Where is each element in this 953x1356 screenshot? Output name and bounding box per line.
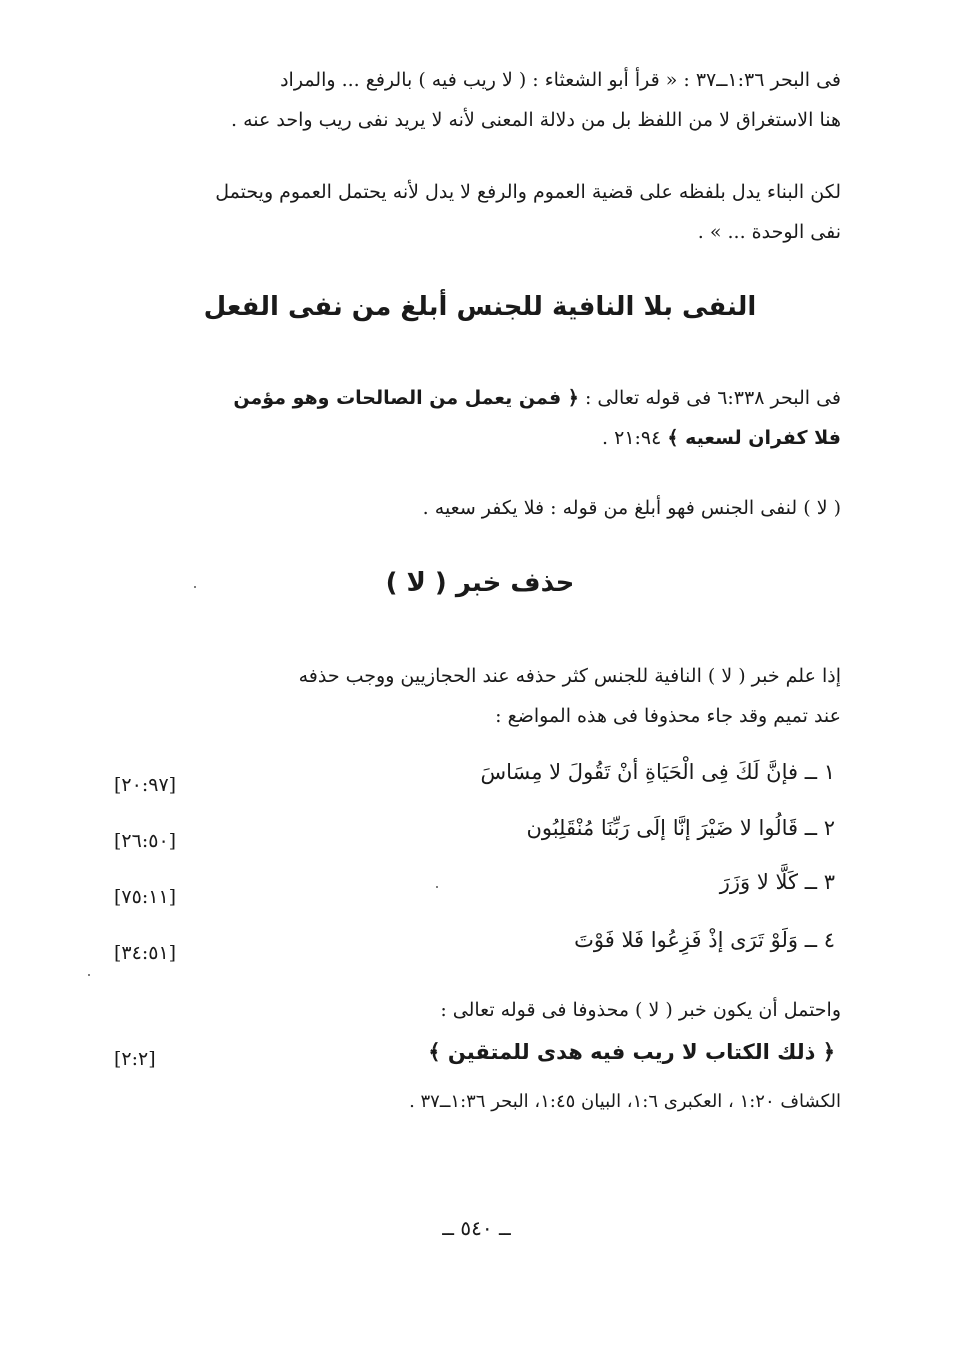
text-line: إذا علم خبر ( لا ) النافية للجنس كثر حذفه عند الحجازيين ووجب حذفه [298, 665, 841, 687]
text-line: فى البحر ١:٣٦ــ٣٧ : « قرأ أبو الشعثاء : ( لا ريب فيه ) بالرفع ... والمراد [280, 69, 841, 91]
page-number: ــ ٥٤٠ ــ [442, 1216, 511, 1240]
text-line [111, 418, 841, 458]
list-reference: [٢٠:٩٧] [114, 774, 177, 796]
list-item [480, 760, 835, 784]
verse-reference: ٢١:٩٤ . [602, 427, 668, 449]
text-line [111, 378, 841, 418]
list-reference: [٢٦:٥٠] [114, 830, 177, 852]
list-number: ٣ ــ [804, 870, 835, 894]
verse-reference: [٢:٢] [114, 1048, 156, 1070]
text-line: لكن البناء يدل بلفظه على قضية العموم والرفع لا يدل لأنه يحتمل العموم ويحتمل [215, 181, 841, 203]
sources-line: الكشاف ١:٢٠ ، العكبرى ١:٦، البيان ١:٤٥، البحر ١:٣٦ــ٣٧ . [409, 1091, 841, 1112]
quran-verse: فلا كفران لسعيه ﴾ [667, 427, 841, 449]
paragraph-bina-argument [111, 172, 841, 252]
intro-text: فى البحر ٦:٣٣٨ فى قوله تعالى : [578, 387, 841, 409]
paragraph-bahr-quote [111, 60, 841, 140]
scan-speck [194, 586, 196, 588]
text-line: هنا الاستغراق لا من اللفظ بل من دلالة المعنى لأنه لا يريد نفى ريب واحد عنه . [231, 109, 841, 131]
list-verse: فإنَّ لَكَ فِى الْحَيَاةِ أنْ تَقُولَ لا مِسَاسَ [480, 760, 799, 784]
paragraph-bahr-verse [111, 378, 841, 458]
text-line: عند تميم وقد جاء محذوفا فى هذه المواضع : [495, 705, 841, 727]
text-line: ( لا ) لنفى الجنس فهو أبلغ من قوله : فلا يكفر سعيه . [422, 497, 841, 519]
list-number: ١ ــ [804, 760, 835, 784]
paragraph-la-nafy-jins [111, 488, 841, 528]
section-heading-hadhf-khabar: حذف خبر ( لا ) [385, 568, 575, 598]
list-item [574, 928, 835, 952]
list-reference: [٧٥:١١] [114, 886, 177, 908]
paragraph-hadhf-intro [111, 656, 841, 736]
paragraph-ihtimal [111, 990, 841, 1030]
list-verse: وَلَوْ تَرَى إذْ فَزِعُوا فَلا فَوْتَ [574, 928, 799, 952]
list-item [720, 870, 835, 894]
list-number: ٤ ــ [804, 928, 835, 952]
section-heading-nafy-jins: النفى بلا النافية للجنس أبلغ من نفى الفعل [203, 292, 757, 322]
scan-speck [436, 886, 438, 888]
list-verse: كَلَّا لا وَزَرَ [719, 870, 799, 894]
quran-verse: ﴿ فمن يعمل من الصالحات وهو مؤمن [233, 387, 579, 409]
text-line: واحتمل أن يكون خبر ( لا ) محذوفا فى قوله تعالى : [440, 999, 841, 1021]
list-reference: [٣٤:٥١] [114, 942, 177, 964]
list-item [526, 816, 835, 840]
list-verse: قَالُوا لا ضَيْرَ إنَّا إلَى رَبِّنَا مُنْقَلِبُون [526, 816, 799, 840]
scan-speck [88, 974, 90, 976]
list-number: ٢ ــ [804, 816, 835, 840]
quran-verse-dhalika: ﴿ ذلك الكتاب لا ريب فيه هدى للمتقين ﴾ [428, 1040, 835, 1064]
text-line: نفى الوحدة ... » . [697, 221, 841, 243]
